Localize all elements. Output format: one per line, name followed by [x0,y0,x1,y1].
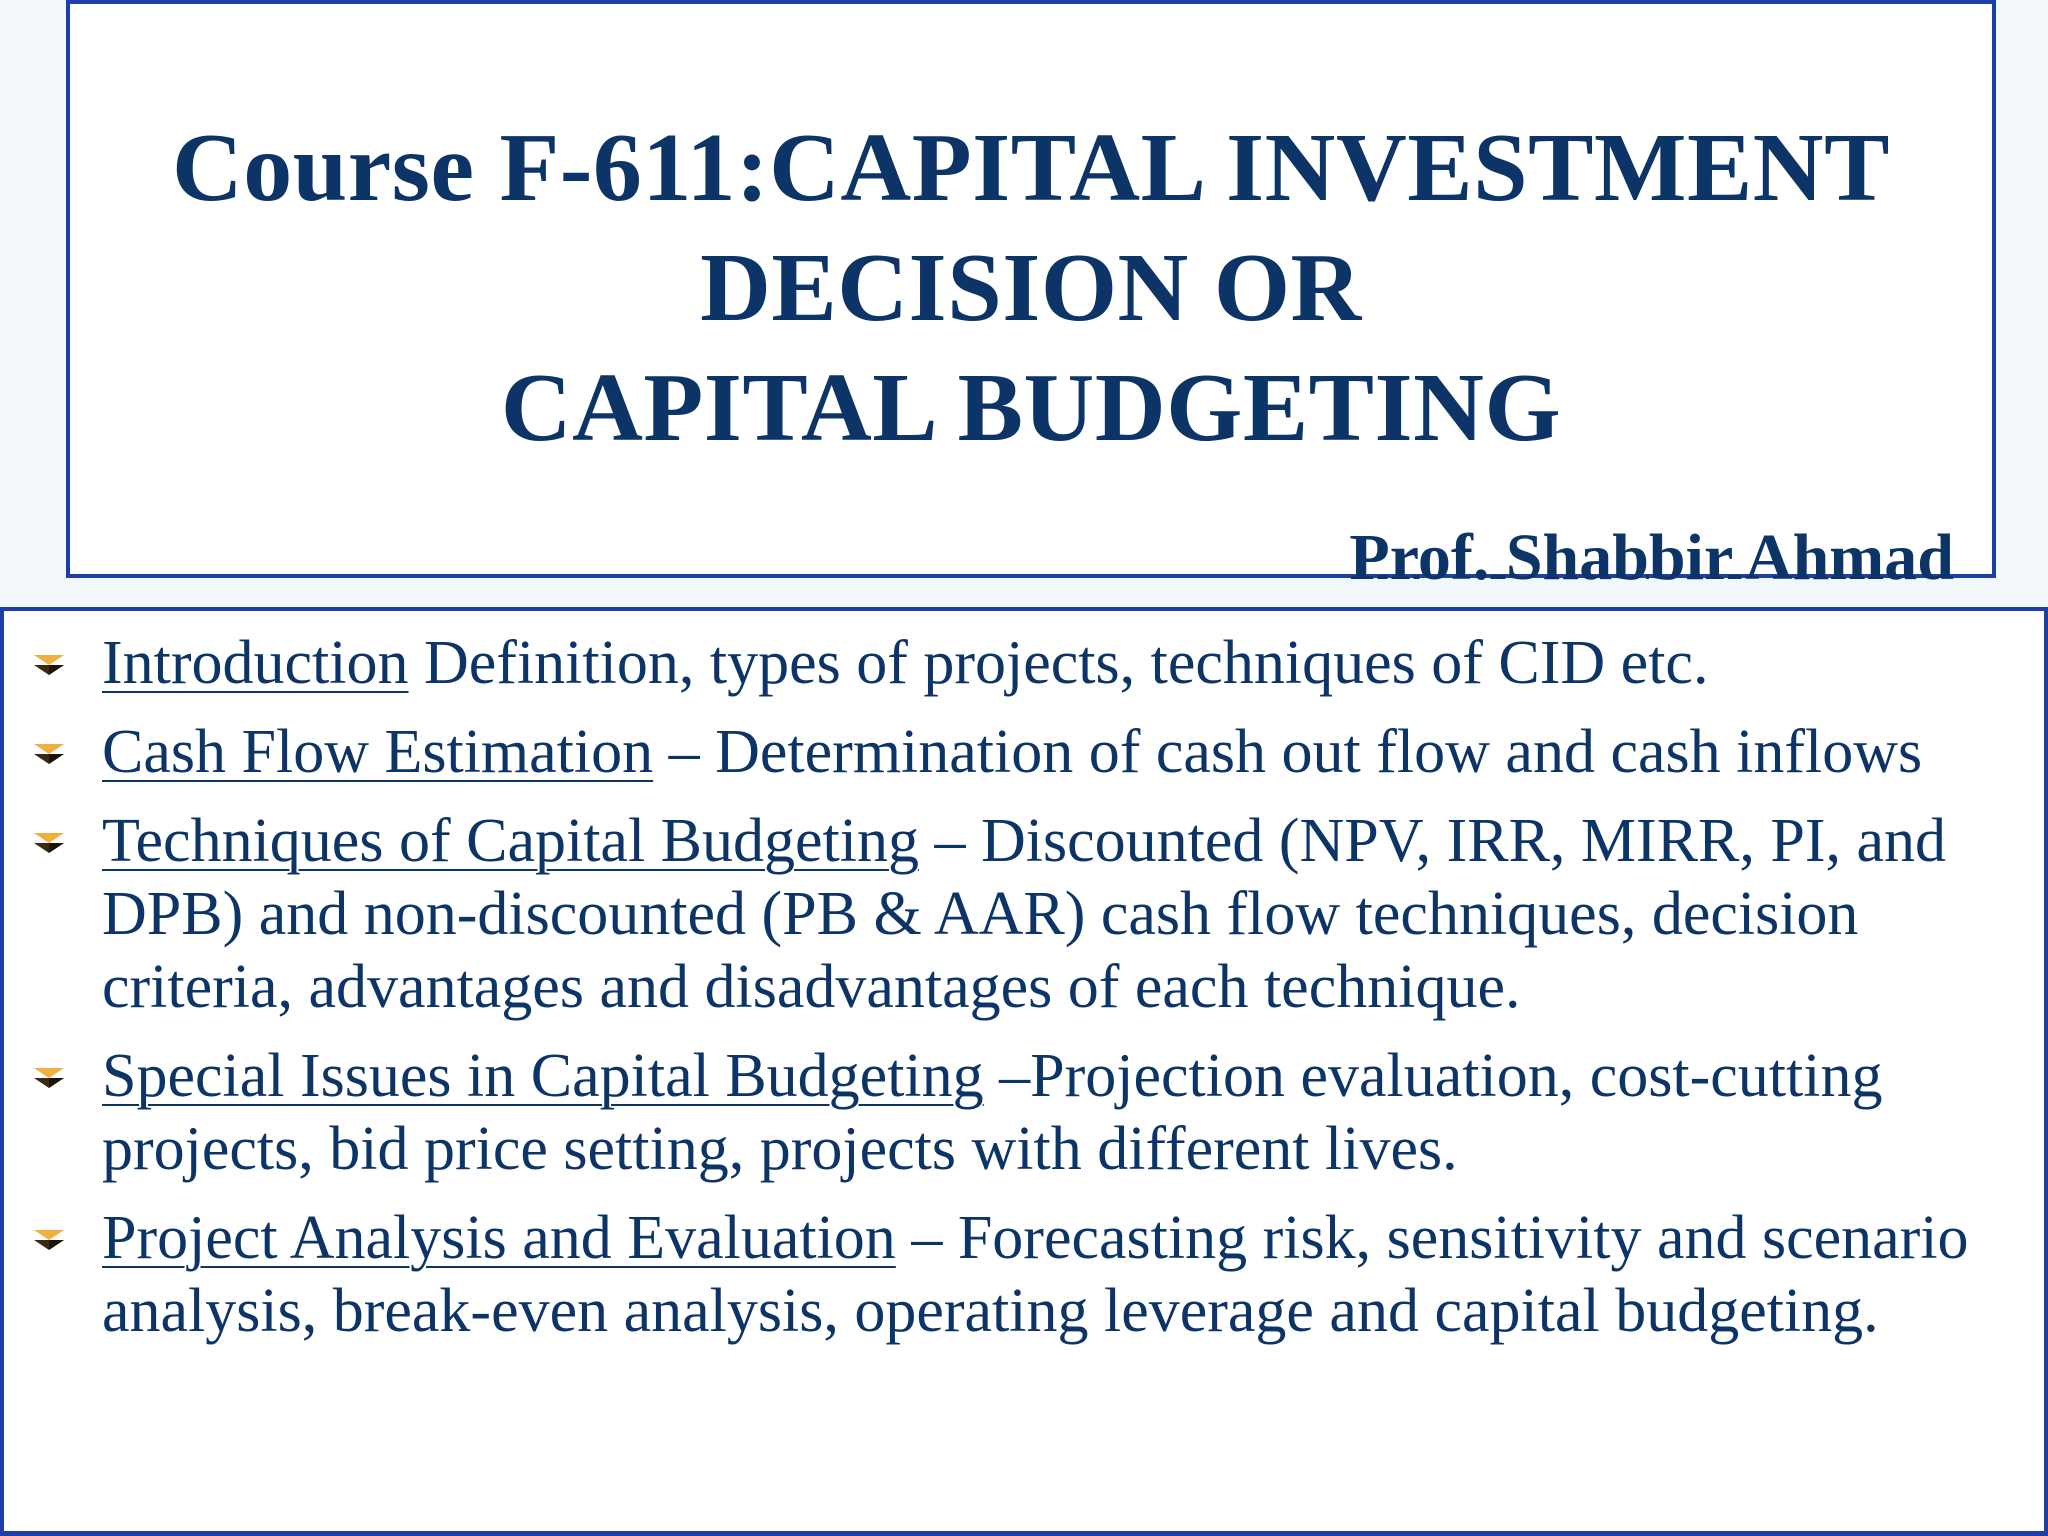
arrow-bullet-icon [34,744,64,764]
content-box [0,607,2048,1536]
bullet-text: – Forecasting risk, sensitivity and scenario analysis, break-even analysis, operating leverage and capital budgeting. [102,1204,1969,1345]
arrow-bullet-icon [34,1230,64,1250]
list-item [4,627,2044,700]
arrow-bullet-icon [34,833,64,853]
slide-title [70,108,1992,468]
title-line-1: Course F-611:CAPITAL INVESTMENT [172,114,1890,222]
bullet-topic: Introduction [102,629,409,697]
list-item [4,805,2044,1024]
bullet-text: –Projection evaluation, cost-cutting projects, bid price setting, projects with different lives. [102,1042,1883,1183]
bullet-text: Definition, types of projects, techniques of CID etc. [408,629,1709,697]
arrow-bullet-icon [34,1068,64,1088]
arrow-bullet-icon [34,655,64,675]
list-item [4,1040,2044,1186]
bullet-topic: Cash Flow Estimation [102,718,654,786]
title-line-2: DECISION OR [700,234,1362,342]
title-line-3: CAPITAL BUDGETING [500,354,1562,462]
author-name: Prof. Shabbir Ahmad [1349,521,1954,594]
title-box [66,0,1996,594]
bullet-text: – Discounted (NPV, IRR, MIRR, PI, and DPB) and non-discounted (PB & AAR) cash flow techniques, decision criteria, advantages and disadvantages of each technique. [102,807,1947,1021]
list-item [4,1202,2044,1348]
bullet-topic: Techniques of Capital Budgeting [102,807,919,875]
bullet-text: – Determination of cash out flow and cash inflows [653,718,1923,786]
bullet-list [4,627,2044,1364]
bullet-topic: Project Analysis and Evaluation [102,1204,896,1272]
bullet-topic: Special Issues in Capital Budgeting [102,1042,984,1110]
list-item [4,716,2044,789]
